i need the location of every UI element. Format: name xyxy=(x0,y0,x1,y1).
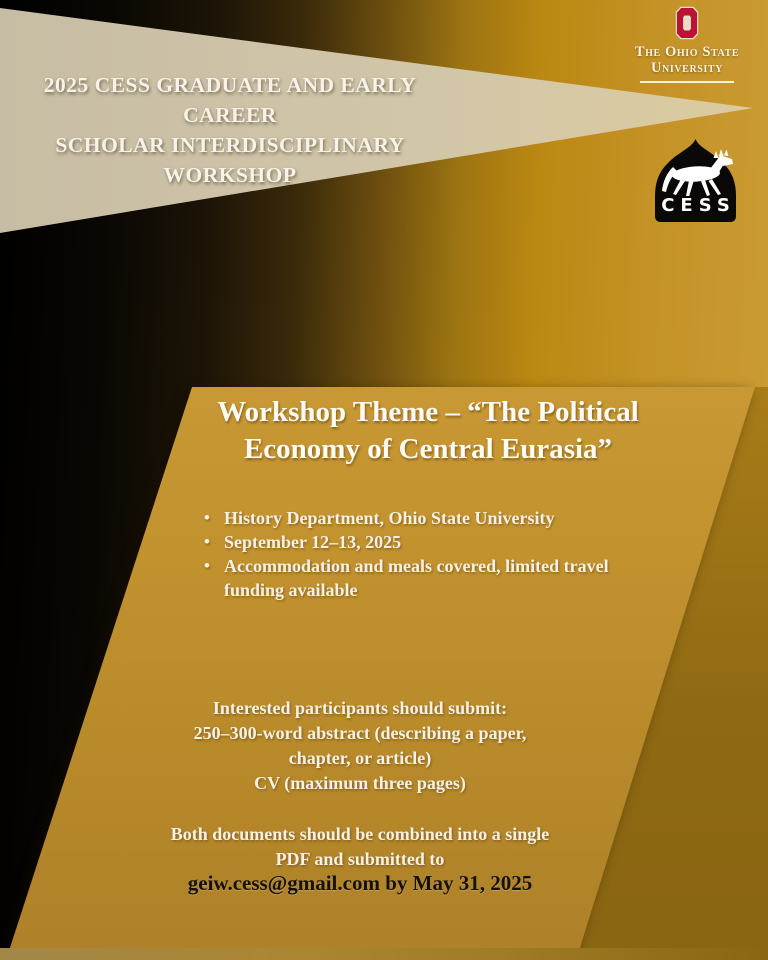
deadline-email-line: geiw.cess@gmail.com by May 31, 2025 xyxy=(187,871,533,895)
block-o-icon xyxy=(675,6,699,40)
workshop-banner-title xyxy=(8,70,452,190)
osu-logo xyxy=(607,6,767,83)
details-bullet-list xyxy=(202,506,638,602)
combine-line: Both documents should be combined into a single xyxy=(170,824,550,844)
bullet-item-dates: • September 12–13, 2025 xyxy=(202,530,638,554)
submit-line: Interested participants should submit: xyxy=(212,698,508,718)
bullet-item-funding: • Accommodation and meals covered, limited travel funding available xyxy=(202,554,638,602)
osu-underline xyxy=(640,81,734,83)
combine-line: PDF and submitted to xyxy=(275,849,445,869)
submit-line: chapter, or article) xyxy=(288,748,432,768)
banner-line: 2025 CESS GRADUATE AND EARLY CAREER xyxy=(43,73,417,127)
submit-line: CV (maximum three pages) xyxy=(254,773,466,793)
submit-line: 250–300-word abstract (describing a paper, xyxy=(193,723,527,743)
cess-logo xyxy=(650,138,741,223)
banner-line: SCHOLAR INTERDISCIPLINARY xyxy=(55,133,405,157)
submission-instructions xyxy=(110,696,610,796)
bullet-item-location: • History Department, Ohio State University xyxy=(202,506,638,530)
banner-line: WORKSHOP xyxy=(163,163,297,187)
theme-title xyxy=(187,394,669,468)
osu-wordmark-line2: University xyxy=(650,60,724,76)
combine-instructions xyxy=(110,822,610,872)
theme-title-line: Economy of Central Eurasia” xyxy=(243,433,613,465)
theme-title-line: Workshop Theme – “The Political xyxy=(217,396,639,428)
bottom-strip xyxy=(0,948,768,960)
cess-wordmark: CESS xyxy=(661,195,736,216)
osu-wordmark-line1: The Ohio State xyxy=(634,44,740,60)
